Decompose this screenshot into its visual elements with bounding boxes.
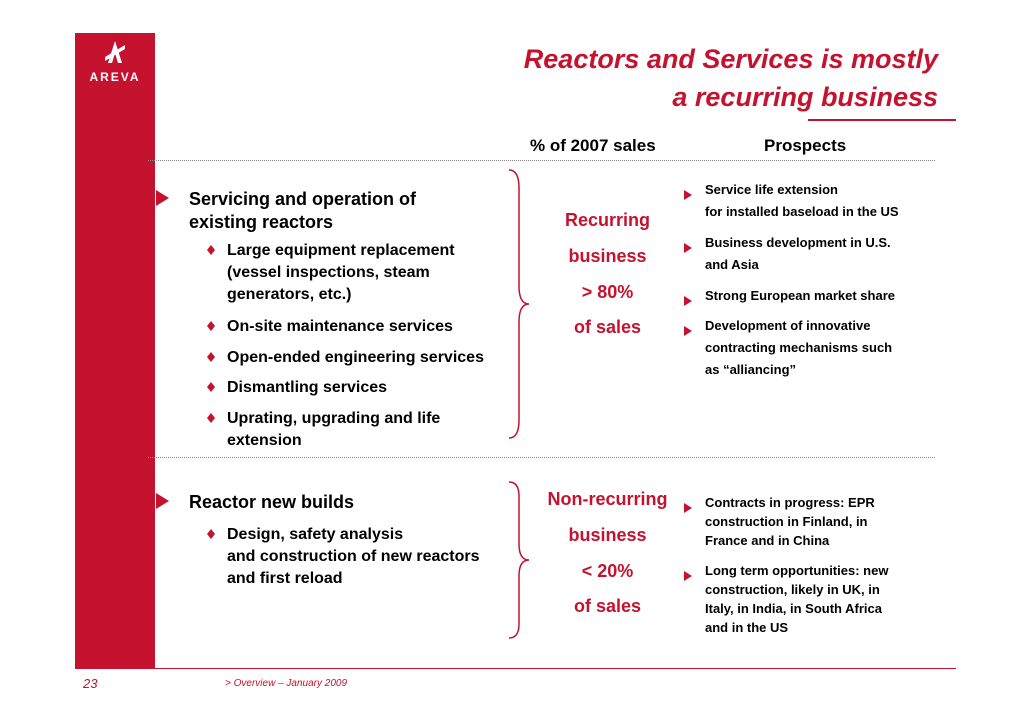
diamond-bullet-icon bbox=[206, 378, 216, 400]
prospect-line: Italy, in India, in South Africa bbox=[705, 601, 882, 616]
recurring-heading-line-2: existing reactors bbox=[189, 212, 334, 232]
recurring-share-line: of sales bbox=[573, 317, 642, 337]
item-line: Open-ended engineering services bbox=[227, 349, 484, 366]
item-line: On-site maintenance services bbox=[227, 318, 453, 335]
item-line: Design, safety analysis bbox=[227, 526, 404, 543]
logo-a-icon bbox=[75, 33, 155, 73]
title-line-1: Reactors and Services is mostly bbox=[523, 44, 938, 74]
recurring-item bbox=[227, 347, 484, 369]
title-underline bbox=[808, 119, 956, 121]
logo-text: AREVA bbox=[89, 70, 141, 84]
diamond-bullet-icon bbox=[206, 525, 216, 547]
item-line: generators, etc.) bbox=[227, 286, 352, 303]
prospect-line: for installed baseload in the US bbox=[705, 204, 899, 219]
item-line: and construction of new reactors bbox=[227, 548, 480, 565]
prospect-line: Contracts in progress: EPR bbox=[705, 495, 875, 510]
prospect-line: Strong European market share bbox=[705, 288, 895, 303]
diamond-bullet-icon bbox=[206, 348, 216, 370]
pointer-bullet-icon bbox=[684, 321, 692, 343]
item-line: (vessel inspections, steam bbox=[227, 264, 430, 281]
brand-sidebar bbox=[75, 33, 155, 668]
section-divider bbox=[148, 457, 935, 458]
title-line-2: a recurring business bbox=[672, 82, 938, 112]
diamond-bullet-icon bbox=[206, 241, 216, 263]
triangle-bullet-icon bbox=[154, 189, 170, 213]
nonrecurring-share-line: of sales bbox=[573, 596, 642, 616]
prospect-line: and Asia bbox=[705, 257, 759, 272]
prospect-item bbox=[705, 492, 875, 552]
prospect-line: Development of innovative bbox=[705, 318, 871, 333]
pointer-bullet-icon bbox=[684, 498, 692, 520]
page-number: 23 bbox=[83, 676, 98, 691]
nonrecurring-item bbox=[227, 524, 479, 590]
prospect-line: as “alliancing” bbox=[705, 362, 797, 377]
prospect-item bbox=[705, 179, 899, 223]
item-line: extension bbox=[227, 432, 302, 449]
prospect-item bbox=[705, 560, 888, 639]
recurring-brace bbox=[505, 168, 531, 440]
prospect-line: Long term opportunities: new bbox=[705, 563, 889, 578]
prospect-line: France and in China bbox=[705, 533, 830, 548]
nonrecurring-share-line: Non-recurring bbox=[547, 489, 668, 509]
recurring-item bbox=[227, 377, 387, 399]
prospect-item bbox=[705, 232, 891, 276]
recurring-share-percent: > 80% bbox=[581, 282, 634, 302]
prospect-line: contracting mechanisms such bbox=[705, 340, 893, 355]
prospect-line: construction, likely in UK, in bbox=[705, 582, 880, 597]
prospects-column-header: Prospects bbox=[764, 136, 847, 155]
nonrecurring-share-line: business bbox=[568, 525, 647, 545]
prospect-item bbox=[705, 315, 892, 381]
prospect-line: Service life extension bbox=[705, 182, 838, 197]
item-line: Large equipment replacement bbox=[227, 242, 455, 259]
item-line: and first reload bbox=[227, 570, 343, 587]
recurring-item bbox=[227, 240, 455, 306]
item-line: Dismantling services bbox=[227, 379, 388, 396]
prospect-line: construction in Finland, in bbox=[705, 514, 868, 529]
recurring-share-line: Recurring bbox=[564, 210, 651, 230]
nonrecurring-heading bbox=[189, 491, 354, 514]
pointer-bullet-icon bbox=[684, 566, 692, 588]
header-divider bbox=[148, 160, 935, 161]
nonrecurring-brace bbox=[505, 480, 531, 640]
pointer-bullet-icon bbox=[684, 291, 692, 313]
prospect-line: and in the US bbox=[705, 620, 789, 635]
footer-text: > Overview – January 2009 bbox=[225, 678, 348, 689]
prospect-line: Business development in U.S. bbox=[705, 235, 891, 250]
recurring-item bbox=[227, 408, 440, 452]
diamond-bullet-icon bbox=[206, 409, 216, 431]
recurring-item bbox=[227, 316, 453, 338]
nonrecurring-heading-text: Reactor new builds bbox=[189, 492, 355, 512]
prospect-item bbox=[705, 285, 895, 307]
triangle-bullet-icon bbox=[154, 492, 170, 516]
item-line: Uprating, upgrading and life bbox=[227, 410, 441, 427]
page-title bbox=[524, 40, 938, 116]
pointer-bullet-icon bbox=[684, 238, 692, 260]
footer-rule bbox=[75, 668, 956, 669]
diamond-bullet-icon bbox=[206, 317, 216, 339]
nonrecurring-share-percent: < 20% bbox=[581, 561, 634, 581]
recurring-share-line: business bbox=[568, 246, 647, 266]
recurring-heading-line-1: Servicing and operation of bbox=[189, 189, 417, 209]
sales-column-header: % of 2007 sales bbox=[530, 136, 656, 155]
areva-logo bbox=[75, 33, 155, 93]
pointer-bullet-icon bbox=[684, 185, 692, 207]
recurring-heading bbox=[189, 188, 416, 234]
